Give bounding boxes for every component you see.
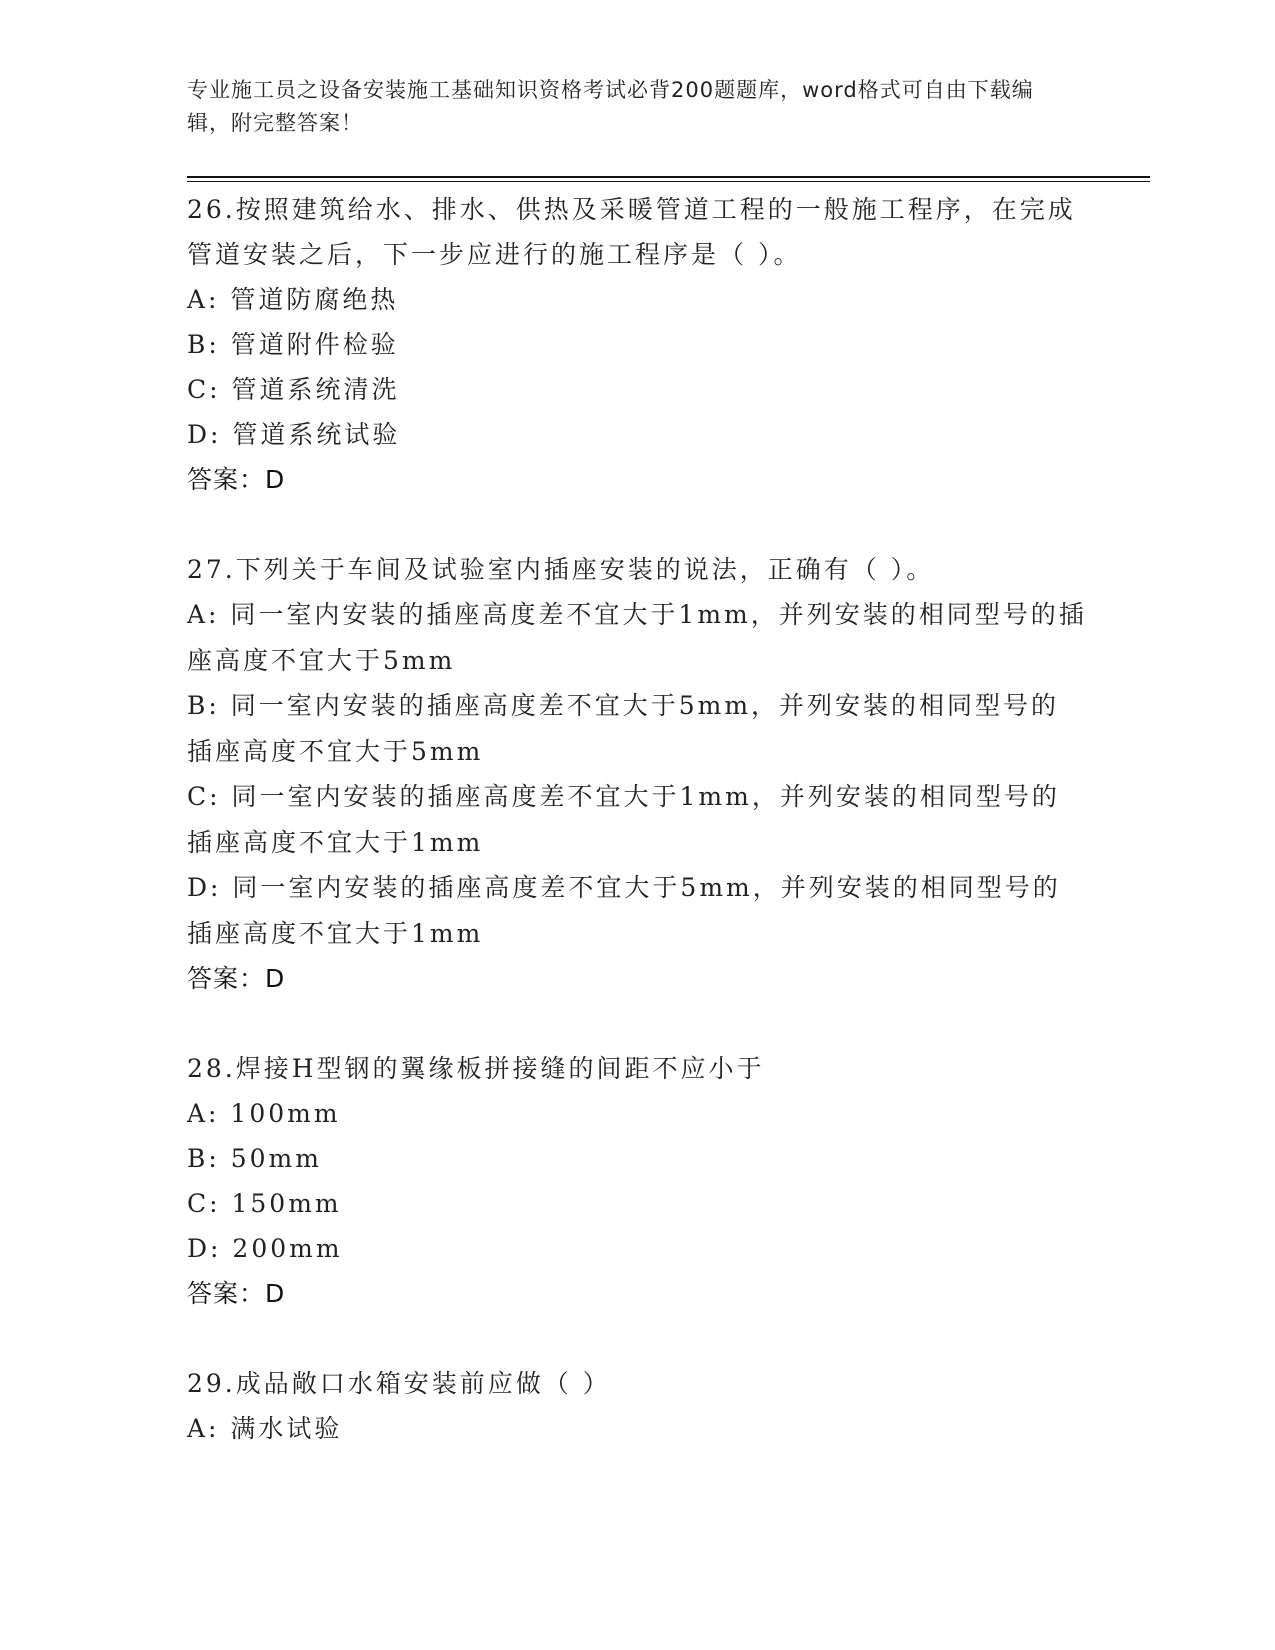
header-divider-thick bbox=[187, 176, 1150, 178]
option-a: A: 100mm bbox=[187, 1099, 341, 1128]
question-26 bbox=[187, 187, 1087, 502]
option-a: A: 同一室内安装的插座高度差不宜大于1mm，并列安装的相同型号的插座高度不宜大于5mm bbox=[187, 600, 1087, 675]
option-d: D: 管道系统试验 bbox=[187, 420, 401, 449]
question-list bbox=[187, 187, 1087, 1451]
header-divider-thin bbox=[187, 181, 1150, 182]
answer: 答案：D bbox=[187, 465, 286, 494]
question-stem: 27.下列关于车间及试验室内插座安装的说法，正确有（ ）。 bbox=[187, 555, 935, 584]
option-c: C: 管道系统清洗 bbox=[187, 375, 400, 404]
option-a: A: 管道防腐绝热 bbox=[187, 285, 399, 314]
option-b: B: 同一室内安装的插座高度差不宜大于5mm，并列安装的相同型号的插座高度不宜大于5mm bbox=[187, 691, 1060, 766]
option-b: B: 50mm bbox=[187, 1144, 322, 1173]
document-header bbox=[187, 74, 1067, 140]
question-stem: 28.焊接H型钢的翼缘板拼接缝的间距不应小于 bbox=[187, 1054, 765, 1083]
option-c: C: 同一室内安装的插座高度差不宜大于1mm，并列安装的相同型号的插座高度不宜大于1mm bbox=[187, 782, 1060, 857]
option-d: D: 200mm bbox=[187, 1234, 343, 1263]
option-c: C: 150mm bbox=[187, 1189, 342, 1218]
option-b: B: 管道附件检验 bbox=[187, 330, 399, 359]
question-28 bbox=[187, 1046, 1087, 1316]
option-a: A: 满水试验 bbox=[187, 1414, 343, 1443]
question-27 bbox=[187, 547, 1087, 1001]
answer: 答案：D bbox=[187, 1279, 286, 1308]
option-d: D: 同一室内安装的插座高度差不宜大于5mm，并列安装的相同型号的插座高度不宜大于1mm bbox=[187, 873, 1061, 948]
question-stem: 26.按照建筑给水、排水、供热及采暖管道工程的一般施工程序，在完成管道安装之后，下一步应进行的施工程序是（ ）。 bbox=[187, 195, 1076, 269]
question-29 bbox=[187, 1361, 1087, 1451]
question-stem: 29.成品敞口水箱安装前应做（ ） bbox=[187, 1369, 611, 1398]
answer: 答案：D bbox=[187, 964, 286, 993]
header-text: 专业施工员之设备安装施工基础知识资格考试必背200题题库，word格式可自由下载编辑，附完整答案！ bbox=[187, 78, 1034, 135]
